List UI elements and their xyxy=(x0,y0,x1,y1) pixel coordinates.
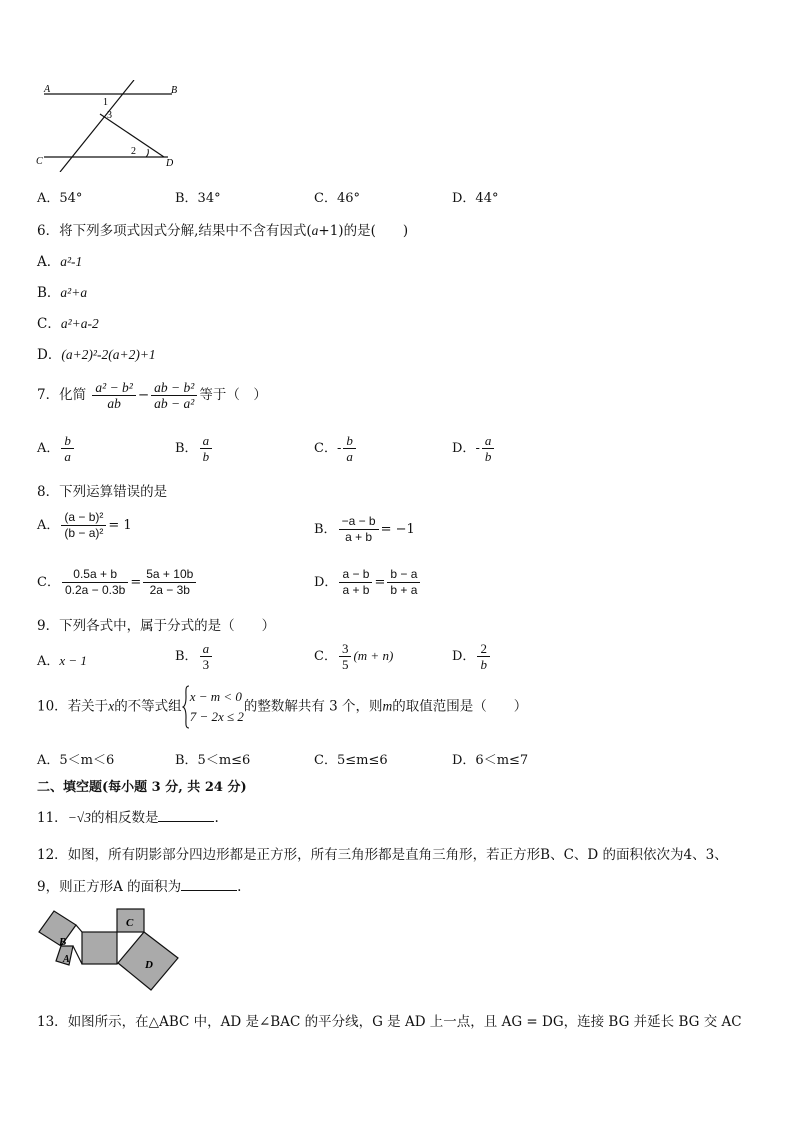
q10-stem: 10．若关于x的不等式组 x − m < 0 7 − 2x ≤ 2 的整数解共有 3 个，则m的取值范围是（ ） xyxy=(37,685,527,729)
q8-option-d: D． $\frac{a - b}{a + b}$ = $\frac{b - a}{b + a}$ xyxy=(314,567,422,598)
q9-option-c: C． $\frac{3}{5}$ (m + n) xyxy=(314,641,394,672)
q9-stem: 9．下列各式中，属于分式的是（ ） xyxy=(37,618,276,634)
q10-option-d: D．6＜m≤7 xyxy=(452,753,529,768)
label-C: C xyxy=(36,156,43,167)
q9-option-b: B． $\frac{a}{3}$ xyxy=(175,641,214,672)
q7-fraction-2: $\frac{\text{ab − b²}}{\text{ab − a²}}$ xyxy=(151,380,197,411)
q5-option-d: D．44° xyxy=(452,191,499,206)
q5-option-c: C．46° xyxy=(314,191,360,206)
q7-fraction-1: $\frac{\text{a² − b²}}{ab}$ xyxy=(92,380,135,411)
q8-option-b: B． $\frac{-a - b}{a + b}$ = −1 xyxy=(314,514,415,544)
q6-option-b: B．a²+a xyxy=(37,285,88,301)
q7-stem: 7．化简 $\frac{\text{a² − b²}}{ab}$ − $\frac{\text{ab − b²}}{\text{ab − a²}}$ 等于（ ） xyxy=(37,380,267,411)
parallel-lines-figure xyxy=(30,80,190,172)
q10-option-b: B．5＜m≤6 xyxy=(175,753,251,768)
label-B: B xyxy=(171,85,178,96)
label-D: D xyxy=(166,158,174,169)
q6-option-d: D．(a+2)²-2(a+2)+1 xyxy=(37,347,156,363)
answer-blank[interactable] xyxy=(181,878,237,891)
squares-figure xyxy=(36,905,186,995)
q13-stem: 13．如图所示，在△ABC 中，AD 是∠BAC 的平分线，G 是 AD 上一点，且 AG = DG，连接 BG 并延长 BG 交 AC xyxy=(37,1014,742,1030)
square-label-A: A xyxy=(63,954,70,965)
q10-option-c: C．5≤m≤6 xyxy=(314,753,388,768)
q12-line-2: 9，则正方形A 的面积为 . xyxy=(37,879,242,895)
q11-stem: 11．−√3的相反数是 . xyxy=(37,810,219,826)
q7-option-a: A． $\frac{b}{a}$ xyxy=(37,433,76,464)
q6-option-c: C．a²+a-2 xyxy=(37,316,99,332)
angle-3: 3 xyxy=(107,110,112,121)
q8-option-a: A． $\frac{\text{(a − b)²}}{\text{(b − a)²}}$ = 1 xyxy=(37,510,132,540)
q5-option-a: A．54° xyxy=(37,191,83,206)
angle-1: 1 xyxy=(103,97,108,108)
q7-option-d: D．- $\frac{a}{b}$ xyxy=(452,433,496,464)
square-label-C: C xyxy=(126,917,134,929)
q5-option-b: B．34° xyxy=(175,191,221,206)
angle-2: 2 xyxy=(131,146,136,157)
q6-stem: 6．将下列多项式因式分解,结果中不含有因式(a+1)的是( ) xyxy=(37,223,409,239)
q12-line-1: 12．如图，所有阴影部分四边形都是正方形，所有三角形都是直角三角形，若正方形B、C、D 的面积依次为4、3、 xyxy=(37,847,728,863)
q8-option-c: C． $\frac{0.5a + b}{0.2a - 0.3b}$ = $\frac{5a + 10b}{2a - 3b}$ xyxy=(37,567,198,598)
q8-stem: 8．下列运算错误的是 xyxy=(37,484,168,500)
q7-option-b: B． $\frac{a}{b}$ xyxy=(175,433,214,464)
q9-option-d: D． $\frac{2}{b}$ xyxy=(452,641,492,672)
answer-blank[interactable] xyxy=(158,809,214,822)
inequality-system: x − m < 0 7 − 2x ≤ 2 xyxy=(189,689,244,724)
q10-option-a: A．5＜m＜6 xyxy=(37,753,115,768)
section-title: 二、填空题(每小题 3 分, 共 24 分) xyxy=(37,780,247,795)
q6-option-a: A．a²-1 xyxy=(37,254,83,270)
square-label-D: D xyxy=(145,959,153,971)
label-A: A xyxy=(44,84,51,95)
q9-option-a: A．x − 1 xyxy=(37,653,87,669)
q7-option-c: C．- $\frac{b}{a}$ xyxy=(314,433,358,464)
square-label-B: B xyxy=(59,936,67,948)
brace-icon xyxy=(182,685,190,729)
